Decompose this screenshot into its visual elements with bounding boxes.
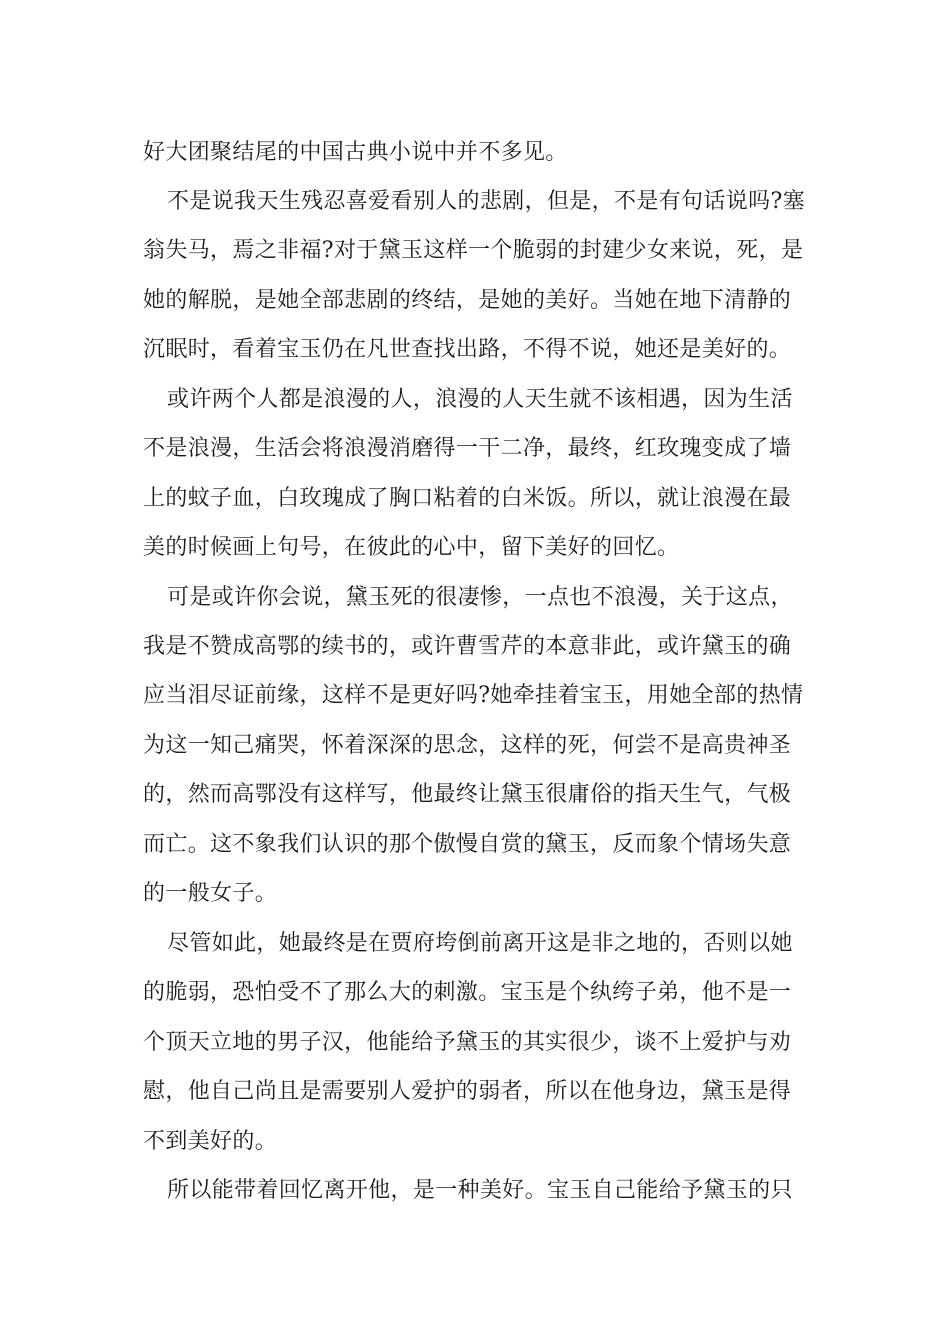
text-line: 为这一知己痛哭，怀着深深的思念，这样的死，何尝不是高贵神圣 — [143, 733, 792, 758]
text-line: 沉眠时，看着宝玉仍在凡世查找出路，不得不说，她还是美好的。 — [143, 337, 792, 362]
text-line: 上的蚊子血，白玫瑰成了胸口粘着的白米饭。所以，就让浪漫在最 — [143, 486, 792, 511]
text-line: 不是浪漫，生活会将浪漫消磨得一干二净，最终，红玫瑰变成了墙 — [143, 436, 792, 461]
text-line: 的脆弱，恐怕受不了那么大的刺激。宝玉是个纨绔子弟，他不是一 — [143, 980, 792, 1005]
text-line: 的一般女子。 — [143, 881, 278, 906]
text-line: 我是不赞成高鄂的续书的，或许曹雪芹的本意非此，或许黛玉的确 — [143, 634, 792, 659]
paragraph-first-line: 尽管如此，她最终是在贾府垮倒前离开这是非之地的，否则以她 — [167, 931, 793, 956]
paragraph-first-line: 可是或许你会说，黛玉死的很凄惨，一点也不浪漫，关于这点， — [167, 585, 793, 610]
text-line: 不到美好的。 — [143, 1129, 278, 1154]
text-line: 她的解脱，是她全部悲剧的终结，是她的美好。当她在地下清静的 — [143, 288, 792, 313]
text-line: 美的时候画上句号，在彼此的心中，留下美好的回忆。 — [143, 535, 680, 560]
text-line: 好大团聚结尾的中国古典小说中并不多见。 — [143, 140, 568, 165]
text-line: 而亡。这不象我们认识的那个傲慢自赏的黛玉，反而象个情场失意 — [143, 832, 792, 857]
paragraph-first-line: 或许两个人都是浪漫的人，浪漫的人天生就不该相遇，因为生活 — [167, 387, 793, 412]
text-line: 应当泪尽证前缘，这样不是更好吗?她牵挂着宝玉，用她全部的热情 — [143, 683, 804, 708]
text-line: 的，然而高鄂没有这样写，他最终让黛玉很庸俗的指天生气，气极 — [143, 782, 792, 807]
text-line: 慰，他自己尚且是需要别人爱护的弱者，所以在他身边，黛玉是得 — [143, 1079, 792, 1104]
text-line: 翁失马，焉之非福?对于黛玉这样一个脆弱的封建少女来说，死，是 — [143, 238, 804, 263]
paragraph-first-line: 所以能带着回忆离开他，是一种美好。宝玉自己能给予黛玉的只 — [167, 1178, 793, 1203]
text-line: 个顶天立地的男子汉，他能给予黛玉的其实很少，谈不上爱护与劝 — [143, 1030, 792, 1055]
paragraph-first-line: 不是说我天生残忍喜爱看别人的悲剧，但是，不是有句话说吗?塞 — [167, 189, 805, 214]
